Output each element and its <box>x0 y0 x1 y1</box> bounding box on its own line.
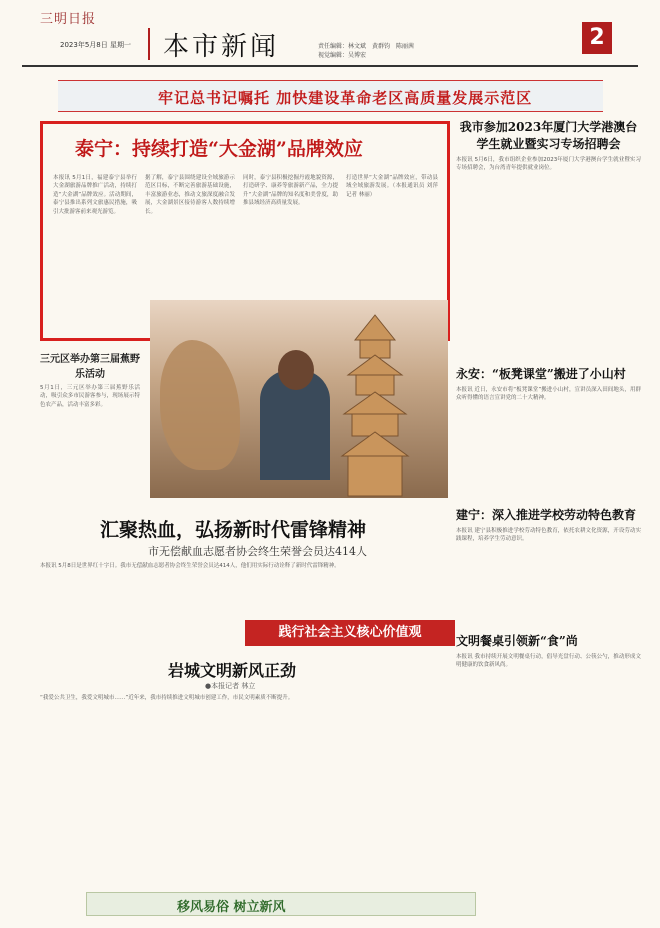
story-labor-education-body: 本报讯 建宁县积极推进学校劳动特色教育，依托农耕文化资源，开设劳动实践课程，培养学生劳动意识。 <box>456 528 641 543</box>
footer-banner <box>86 892 476 916</box>
slogan-banner <box>58 80 603 112</box>
story-civilized-dining <box>456 632 641 883</box>
section-divider <box>148 28 150 60</box>
woodcarving-photo <box>150 300 448 498</box>
lead-column-1: 本报讯 5月1日，福建泰宁县举行大金湖旅游品牌推广活动，持续打造“大金湖”品牌效应。活动期间，泰宁县推出系列文旅惠民措施，吸引大批游客前来观光游览。 <box>53 175 137 215</box>
story-recruitment-body: 本报讯 5月6日，我市组织企业参加2023年厦门大学港澳台学生就业暨实习专场招聘会，为台湾青年提供就业岗位。 <box>456 157 641 172</box>
lead-column-2: 据了解，泰宁县围绕建设全域旅游示范区目标，不断完善旅游基础设施，丰富旅游业态，推动文旅深度融合发展，大金湖景区接待游客人数持续增长。 <box>145 175 235 215</box>
footer-banner-text: 移风易俗 树立新风 <box>177 900 286 915</box>
slogan-text: 牢记总书记嘱托 加快建设革命老区高质量发展示范区 <box>158 89 533 107</box>
story-bench-class <box>456 365 641 506</box>
page-header <box>0 0 660 66</box>
page-number: 2 <box>582 22 612 54</box>
story-bench-class-title: 永安：“板凳课堂”搬进了小山村 <box>456 367 626 381</box>
publication-date: 2023年5月8日 星期一 <box>60 41 131 49</box>
masthead: 三明日报 <box>40 12 97 27</box>
story-labor-education-title: 建宁：深入推进学校劳动特色教育 <box>456 508 637 522</box>
story-labor-education <box>456 506 641 647</box>
story-civilized-dining-body: 本报讯 我市持续开展文明餐桌行动，倡导光盘行动、公筷公勺，推动形成文明健康的饮食新风尚。 <box>456 654 641 669</box>
header-rule <box>22 65 638 67</box>
story-bench-class-body: 本报讯 近日，永安市将“板凳课堂”搬进小山村，宣讲员深入田间地头，用群众听得懂的语言宣讲党的二十大精神。 <box>456 387 641 402</box>
editor-line: 责任编辑：林文斌 黄群钧 陈丽茜 <box>318 43 415 50</box>
section-title: 本市新闻 <box>163 32 280 62</box>
story-recruitment-title: 我市参加2023年厦门大学港澳台学生就业暨实习专场招聘会 <box>459 120 638 151</box>
story-civilized-dining-title: 文明餐桌引领新“食”尚 <box>456 634 578 648</box>
values-banner: 践行社会主义核心价值观 <box>245 620 455 646</box>
lead-column-3: 同时，泰宁县积极挖掘丹霞地貌资源，打造研学、康养等旅游新产品，全力提升“大金湖”品牌的知名度和美誉度，助推县域经济高质量发展。 <box>243 175 338 207</box>
side-story-body: 5月1日，三元区举办第三届蕉野乐活动，吸引众多市民游客参与，现场展示特色农产品，活动丰富多彩。 <box>40 385 140 408</box>
pagoda-carving <box>340 310 410 498</box>
bottom-story-byline: ●本报记者 林立 <box>205 682 256 690</box>
bottom-story-body: “我爱公共卫生，我爱文明城市……”近年来，我市持续推进文明城市创建工作，市民文明素质不断提升。 <box>40 695 294 701</box>
side-story-title: 三元区举办第三届蕉野乐活动 <box>40 354 140 380</box>
craftsman-head <box>278 350 314 390</box>
editor-credits <box>318 42 414 60</box>
feature-title: 汇聚热血，弘扬新时代雷锋精神 <box>100 519 367 541</box>
story-recruitment <box>456 118 641 306</box>
lead-column-4: 打造世界“大金湖”品牌效应，带动县域全域旅游发展。（本报通讯员 刘萍 记者 林丽） <box>346 175 438 198</box>
bottom-story-title: 岩城文明新风正劲 <box>168 661 297 680</box>
root-carving <box>160 340 240 470</box>
side-story <box>40 350 140 474</box>
feature-body: 本报讯 5月8日是世界红十字日。我市无偿献血志愿者协会终生荣誉会员达414人，他们用实际行动诠释了新时代雷锋精神。 <box>40 563 340 569</box>
visual-editor-line: 视觉编辑：吴博宏 <box>318 52 367 59</box>
lead-story-title: 泰宁：持续打造“大金湖”品牌效应 <box>75 138 363 160</box>
feature-subtitle: 市无偿献血志愿者协会终生荣誉会员达414人 <box>148 545 367 558</box>
